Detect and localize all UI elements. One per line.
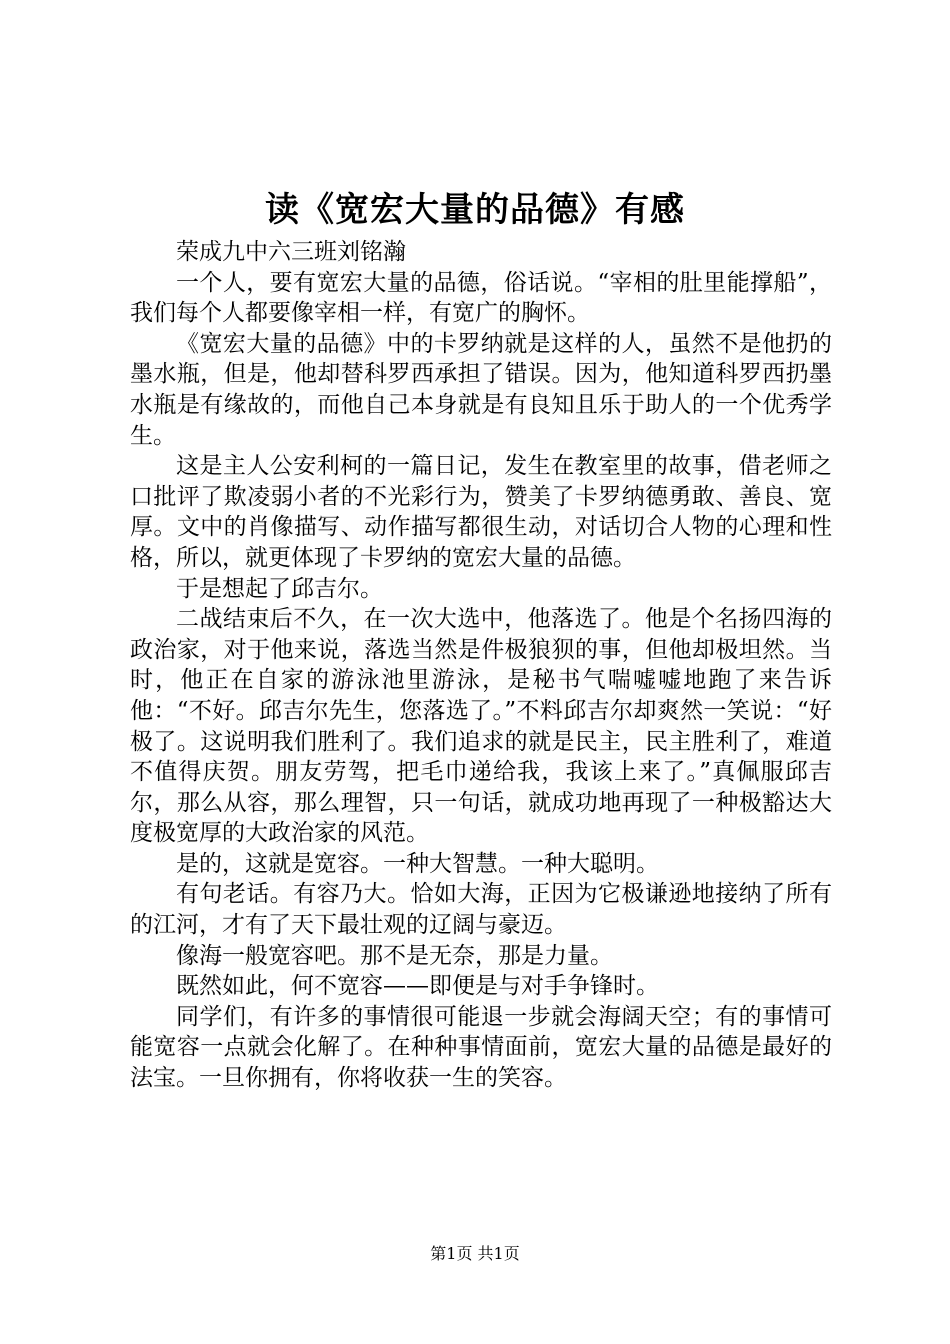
paragraph: 这是主人公安利柯的一篇日记，发生在教室里的故事，借老师之口批评了欺凌弱小者的不光彩行为，赞美了卡罗纳德勇敢、善良、宽厚。文中的肖像描写、动作描写都很生动，对话切合人物的心理和性格，所以，就更体现了卡罗纳的宽宏大量的品德。 (130, 453, 832, 571)
document-body (130, 237, 832, 1094)
paragraph: 二战结束后不久，在一次大选中，他落选了。他是个名扬四海的政治家，对于他来说，落选当然是件极狼狈的事，但他却极坦然。当时，他正在自家的游泳池里游泳，是秘书气喘嘘嘘地跑了来告诉他：“不好。邱吉尔先生，您落选了。”不料邱吉尔却爽然一笑说：“好极了。这说明我们胜利了。我们追求的就是民主，民主胜利了，难道不值得庆贺。朋友劳驾，把毛巾递给我，我该上来了。”真佩服邱吉尔，那么从容，那么理智，只一句话，就成功地再现了一种极豁达大度极宽厚的大政治家的风范。 (130, 606, 832, 847)
paragraph: 像海一般宽容吧。那不是无奈，那是力量。 (176, 942, 613, 969)
author-line: 荣成九中六三班刘铭瀚 (176, 239, 406, 265)
paragraph: 有句老话。有容乃大。恰如大海，正因为它极谦逊地接纳了所有的江河，才有了天下最壮观的辽阔与豪迈。 (130, 881, 832, 939)
document-title: 读《宽宏大量的品德》有感 (265, 190, 685, 230)
paragraph: 于是想起了邱吉尔。 (176, 575, 383, 602)
paragraph: 是的，这就是宽容。一种大智慧。一种大聪明。 (176, 850, 659, 877)
paragraph: 一个人，要有宽宏大量的品德，俗话说。“宰相的肚里能撑船”，我们每个人都要像宰相一样，有宽广的胸怀。 (130, 269, 832, 327)
paragraph: 既然如此，何不宽容——即便是与对手争锋时。 (176, 973, 659, 1000)
page-number-footer: 第1页 共1页 (430, 1244, 520, 1263)
paragraph: 《宽宏大量的品德》中的卡罗纳就是这样的人，虽然不是他扔的墨水瓶，但是，他却替科罗西承担了错误。因为，他知道科罗西扔墨水瓶是有缘故的，而他自己本身就是有良知且乐于助人的一个优秀学生。 (130, 330, 832, 449)
paragraph: 同学们，有许多的事情很可能退一步就会海阔天空；有的事情可能宽容一点就会化解了。在种种事情面前，宽宏大量的品德是最好的法宝。一旦你拥有，你将收获一生的笑容。 (130, 1003, 832, 1092)
